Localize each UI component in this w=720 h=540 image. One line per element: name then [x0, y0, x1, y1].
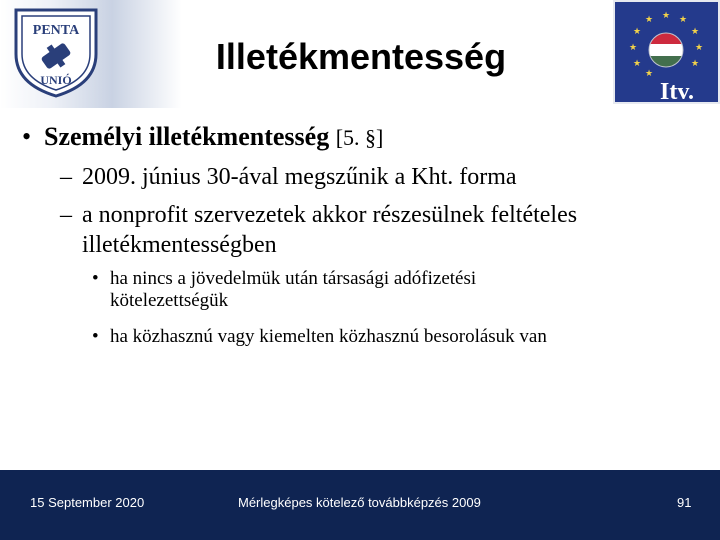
svg-text:★: ★	[644, 69, 654, 79]
svg-text:★: ★	[661, 11, 671, 21]
svg-text:★: ★	[644, 15, 654, 25]
logo-text-top: PENTA	[32, 23, 80, 38]
sub-bullet-2-line1: a nonprofit szervezetek akkor részesülnek feltételes	[82, 202, 578, 228]
penta-unio-logo	[6, 4, 106, 100]
corner-label: Itv.	[659, 79, 695, 104]
slide-title: Illetékmentesség	[215, 36, 507, 77]
footer-page-number: 91	[677, 495, 692, 510]
sub-bullet-1: – 2009. június 30-ával megszűnik a Kht. forma	[60, 164, 517, 190]
sub-bullet-2: – a nonprofit szervezetek akkor részesülnek feltételes illetékmentességben	[60, 202, 578, 258]
bullet1-bold-text: Személyi illetékmentesség	[44, 122, 330, 151]
svg-text:★: ★	[690, 27, 700, 37]
svg-text:★: ★	[694, 43, 704, 53]
svg-text:★: ★	[632, 59, 642, 69]
logo-text-bottom: UNIÓ	[40, 73, 72, 87]
bullet-dot-icon: •	[22, 122, 32, 151]
sub-bullet-2-line2: illetékmentességben	[82, 232, 277, 258]
sub-sub-bullet-1: • ha nincs a jövedelmük után társasági adófizetési kötelezettségük	[92, 268, 477, 311]
svg-text:★: ★	[628, 43, 638, 53]
footer-date: 15 September 2020	[30, 495, 145, 510]
svg-text:★: ★	[678, 15, 688, 25]
svg-text:★: ★	[690, 59, 700, 69]
bullet1-reference: [5. §]	[335, 125, 384, 150]
bullet-level1	[22, 122, 383, 152]
eu-hungary-flag-icon	[613, 0, 720, 104]
sub-bullet-1-text: 2009. június 30-ával megszűnik a Kht. forma	[82, 164, 517, 190]
footer-center-text: Mérlegképes kötelező továbbképzés 2009	[238, 495, 481, 510]
sub-sub-bullet-2-text: ha közhasznú vagy kiemelten közhasznú besorolásuk van	[110, 326, 547, 347]
sub-sub-bullet-2: • ha közhasznú vagy kiemelten közhasznú besorolásuk van	[92, 326, 547, 347]
sub-sub-bullet-1-line2: kötelezettségük	[110, 290, 229, 311]
svg-text:★: ★	[632, 27, 642, 37]
sub-sub-bullet-1-line1: ha nincs a jövedelmük után társasági adófizetési	[110, 268, 477, 289]
